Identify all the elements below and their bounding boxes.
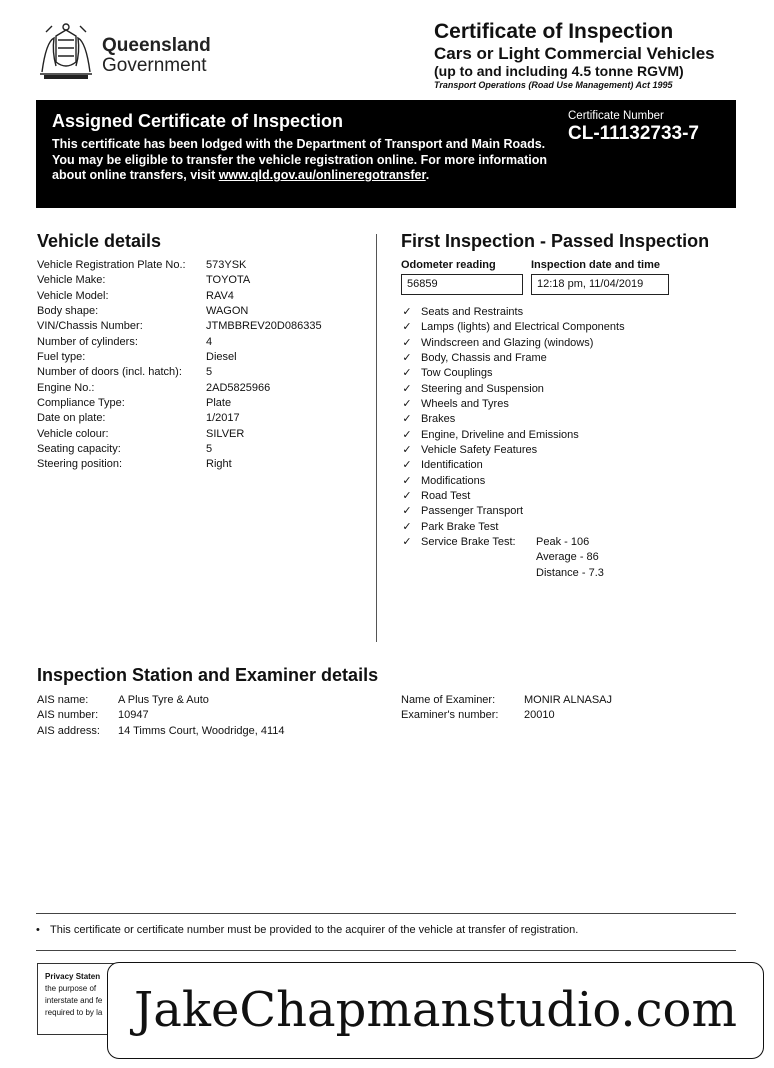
vehicle-detail-row [37,258,367,273]
detail-value: RAV4 [206,289,234,302]
checklist-item [401,458,731,473]
privacy-line: the purpose of [45,984,97,993]
detail-label: Vehicle Registration Plate No.: [37,259,186,271]
detail-value: 5 [206,443,213,456]
checklist-item [401,412,731,427]
checklist-item [401,382,731,397]
checkmark-icon: ✓ [402,505,412,518]
detail-label: Engine No.: [37,381,95,394]
brake-average: Average - 86 [536,551,599,564]
checkmark-icon: ✓ [402,336,412,349]
checkmark-icon: ✓ [402,352,412,365]
assigned-certificate-banner [36,100,736,208]
checkmark-icon: ✓ [402,367,412,380]
detail-value: TOYOTA [206,274,251,287]
checkmark-icon: ✓ [402,444,412,457]
checklist-label: Park Brake Test [421,520,499,533]
detail-value: 573YSK [206,259,247,271]
ais-row [37,693,367,708]
ais-label: AIS address: [37,724,100,737]
inspection-checklist [401,305,731,551]
odometer-field: 56859 [401,274,523,295]
checklist-item [401,336,731,351]
checklist-label: Identification [421,459,483,472]
detail-label: Number of doors (incl. hatch): [37,366,182,379]
checklist-item [401,520,731,535]
inspection-date-label: Inspection date and time [531,259,660,271]
vehicle-detail-row [37,457,367,472]
logo-line2: Government [102,55,207,76]
ais-value: 10947 [118,709,149,722]
certificate-number: CL-11132733-7 [568,123,699,144]
banner-text-end: . [425,168,430,182]
detail-value: SILVER [206,427,245,440]
checklist-item [401,489,731,504]
detail-label: Compliance Type: [37,397,125,410]
brake-distance: Distance - 7.3 [536,566,604,579]
vehicle-detail-row [37,411,367,426]
detail-label: VIN/Chassis Number: [37,320,143,333]
examiner-details [401,693,731,724]
vehicle-detail-row [37,396,367,411]
detail-value: 2AD5825966 [206,381,271,394]
examiner-row [401,693,731,708]
detail-label: Vehicle Model: [37,289,109,302]
checklist-label: Vehicle Safety Features [421,444,538,457]
privacy-line: required to by la [45,1008,103,1017]
detail-value: Right [206,458,232,471]
detail-label: Steering position: [37,458,122,471]
checklist-label: Brakes [421,413,456,426]
banner-text [52,137,552,184]
vehicle-detail-row [37,304,367,319]
ais-value: 14 Timms Court, Woodridge, 4114 [118,724,285,737]
checkmark-icon: ✓ [402,490,412,503]
divider-top [36,913,736,914]
checklist-item [401,366,731,381]
examiner-label: Examiner's number: [401,709,499,722]
examiner-value: 20010 [524,709,555,722]
vehicle-details-list [37,258,367,473]
privacy-line: interstate and fe [45,996,103,1005]
checklist-item [401,397,731,412]
document-title: Certificate of Inspection [434,20,674,43]
vehicle-detail-row [37,335,367,350]
ais-row [37,708,367,723]
detail-label: Vehicle colour: [37,427,109,440]
detail-value: 5 [206,366,213,379]
checklist-label: Windscreen and Glazing (windows) [421,336,594,349]
logo-wordmark [102,36,211,76]
checkmark-icon: ✓ [402,474,412,487]
detail-value: 4 [206,335,213,348]
transfer-note [36,924,578,936]
vehicle-detail-row [37,442,367,457]
checklist-label: Seats and Restraints [421,306,524,318]
checklist-item [401,320,731,335]
certificate-number-label: Certificate Number [568,110,664,122]
inspection-date-field: 12:18 pm, 11/04/2019 [531,274,669,295]
checklist-label: Steering and Suspension [421,382,544,395]
detail-value: WAGON [206,305,249,318]
checkmark-icon: ✓ [402,413,412,426]
document-subtitle: Cars or Light Commercial Vehicles [434,44,715,63]
detail-value: JTMBBREV20D086335 [206,320,322,333]
detail-label: Vehicle Make: [37,274,106,287]
detail-label: Number of cylinders: [37,335,138,348]
checkmark-icon: ✓ [402,306,412,318]
station-heading: Inspection Station and Examiner details [37,665,379,685]
checklist-label: Wheels and Tyres [421,398,509,411]
checklist-label: Road Test [421,490,471,503]
detail-label: Seating capacity: [37,443,121,456]
vehicle-detail-row [37,350,367,365]
vehicle-detail-row [37,273,367,288]
divider-bottom [36,950,736,951]
banner-heading: Assigned Certificate of Inspection [52,111,344,131]
checklist-label: Body, Chassis and Frame [421,352,547,365]
odometer-label: Odometer reading [401,259,496,271]
checkmark-icon: ✓ [402,536,412,549]
service-brake-values [536,535,604,581]
ais-label: AIS name: [37,694,89,706]
checklist-item [401,443,731,458]
examiner-label: Name of Examiner: [401,694,496,706]
banner-body: This certificate has been lodged with the Department of Transport and Main Roads. You may be eligible to transfer the vehicle registration online. For more information about online transfers, visit [52,137,547,182]
checkmark-icon: ✓ [402,398,412,411]
bullet-icon: • [36,924,40,936]
vehicle-detail-row [37,319,367,334]
checklist-label: Engine, Driveline and Emissions [421,428,579,441]
document-subtitle-weight: (up to and including 4.5 tonne RGVM) [434,63,684,79]
detail-value: Plate [206,397,232,410]
checklist-item [401,351,731,366]
checkmark-icon: ✓ [402,321,412,334]
watermark-banner: JakeChapmanstudio.com [107,962,764,1059]
vehicle-detail-row [37,289,367,304]
checkmark-icon: ✓ [402,520,412,533]
ais-row [37,724,367,739]
checkmark-icon: ✓ [402,428,412,441]
ais-details [37,693,367,739]
logo-line1: Queensland [102,35,211,56]
detail-value: 1/2017 [206,412,240,425]
document-title-block [434,20,764,91]
examiner-value: MONIR ALNASAJ [524,694,613,706]
detail-label: Body shape: [37,305,99,318]
ais-value: A Plus Tyre & Auto [118,694,209,706]
detail-label: Fuel type: [37,351,86,364]
vehicle-detail-row [37,427,367,442]
detail-label: Date on plate: [37,412,106,425]
checkmark-icon: ✓ [402,459,412,472]
vehicle-detail-row [37,381,367,396]
transfer-note-text: This certificate or certificate number must be provided to the acquirer of the vehicle at transfer of registration. [50,924,579,936]
detail-value: Diesel [206,351,237,364]
document-act: Transport Operations (Road Use Management) Act 1995 [434,80,673,90]
privacy-heading: Privacy Staten [45,972,101,981]
column-divider [376,234,377,642]
checklist-label: Tow Couplings [421,367,493,380]
vehicle-detail-row [37,365,367,380]
examiner-row [401,708,731,723]
coat-of-arms-icon [36,22,96,80]
online-rego-transfer-link[interactable]: www.qld.gov.au/onlineregotransfer [218,168,426,182]
inspection-heading: First Inspection - Passed Inspection [401,231,710,251]
vehicle-details-heading: Vehicle details [37,231,162,251]
checklist-label: Passenger Transport [421,505,524,518]
checklist-item [401,504,731,519]
checklist-item [401,305,731,320]
checklist-label: Lamps (lights) and Electrical Components [421,321,625,334]
brake-peak: Peak - 106 [536,536,590,548]
checklist-label: Modifications [421,474,486,487]
ais-label: AIS number: [37,709,99,722]
checklist-item [401,428,731,443]
checklist-item [401,474,731,489]
checklist-label: Service Brake Test: [421,536,516,549]
checkmark-icon: ✓ [402,382,412,395]
qld-government-logo [36,22,226,82]
